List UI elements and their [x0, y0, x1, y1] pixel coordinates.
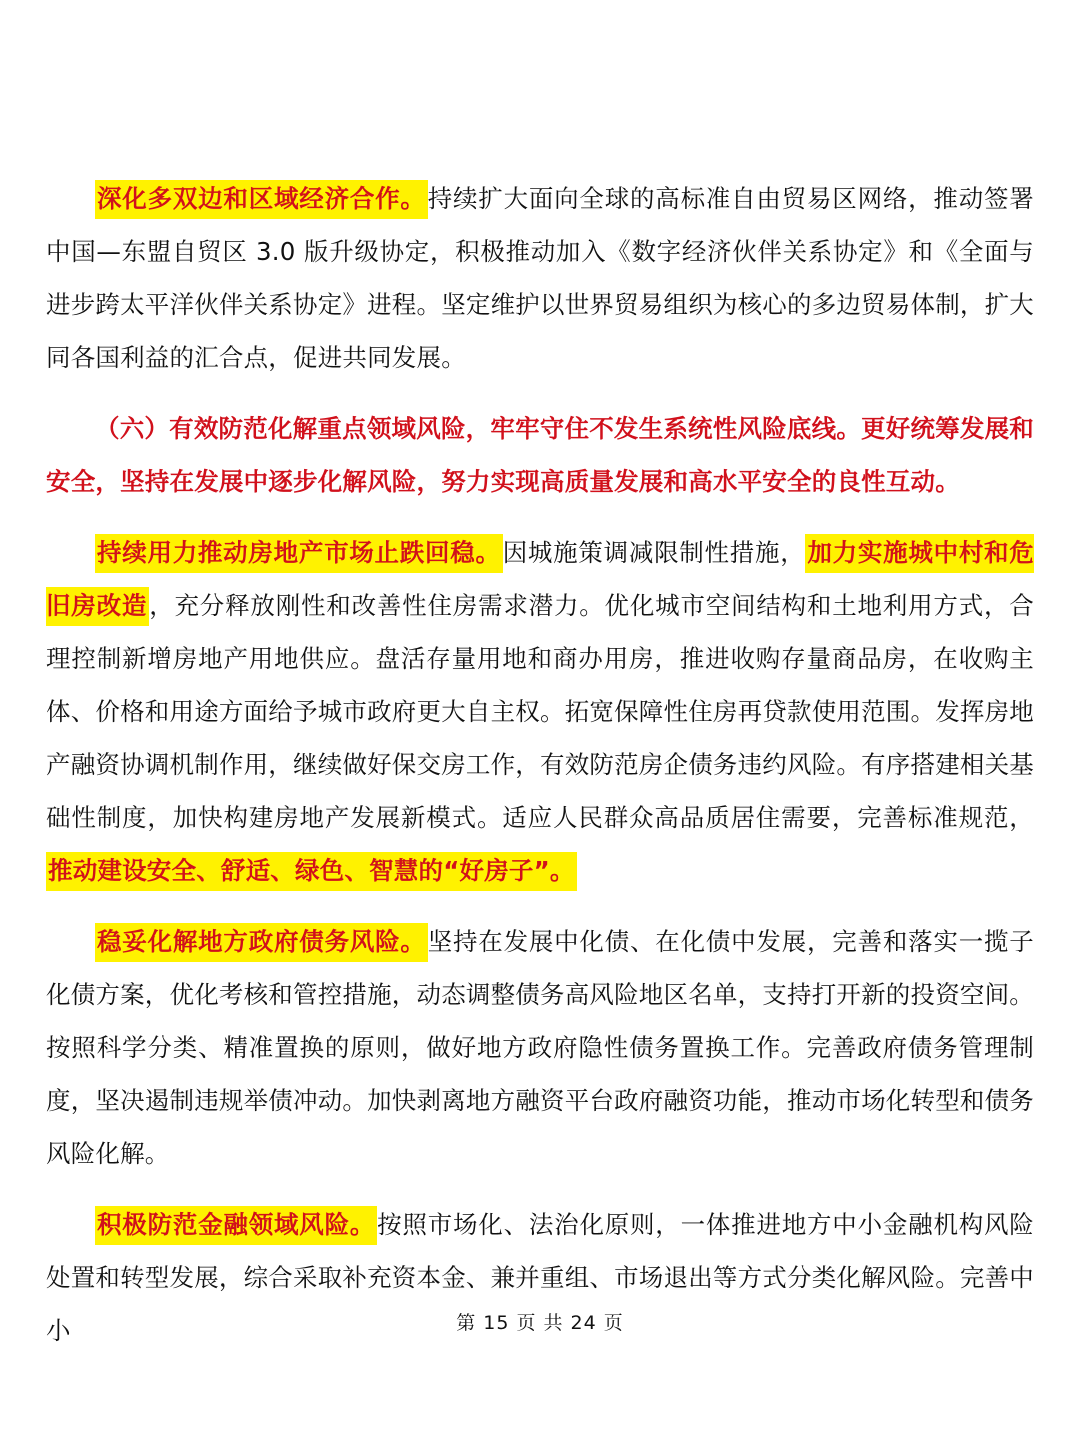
paragraph-text: 因城施策调减限制性措施，	[502, 538, 806, 567]
highlight-phrase: 加力实施城中村和危旧房改造	[46, 534, 1034, 626]
paragraph-local-debt	[46, 915, 1034, 1180]
paragraph-text: 持续扩大面向全球的高标准自由贸易区网络，推动签署中国—东盟自贸区 3.0 版升级协定，积极推动加入《数字经济伙伴关系协定》和《全面与进步跨太平洋伙伴关系协定》进程。坚定维护以世界贸易组织为核心的多边贸易体制，扩大同各国利益的汇合点，促进共同发展。	[46, 184, 1034, 372]
paragraph-text: 按照市场化、法治化原则，一体推进地方中小金融机构风险处置和转型发展，综合采取补充资本金、兼并重组、市场退出等方式分类化解风险。完善中小	[46, 1210, 1035, 1345]
section-heading-six	[46, 402, 1034, 508]
page-number-footer: 第 15 页 共 24 页	[456, 1312, 624, 1334]
paragraph-text: 坚持在发展中化债、在化债中发展，完善和落实一揽子化债方案，优化考核和管控措施，动态调整债务高风险地区名单，支持打开新的投资空间。按照科学分类、精准置换的原则，做好地方政府隐性债务置换工作。完善政府债务管理制度，坚决遏制违规举债冲动。加快剥离地方融资平台政府融资功能，推动市场化转型和债务风险化解。	[46, 927, 1034, 1168]
highlight-heading: 深化多双边和区域经济合作。	[95, 180, 428, 219]
highlight-heading: 持续用力推动房地产市场止跌回稳。	[95, 534, 503, 573]
paragraph-text: ，充分释放刚性和改善性住房需求潜力。优化城市空间结构和土地利用方式，合理控制新增房地产用地供应。盘活存量用地和商办用房，推进收购存量商品房，在收购主体、价格和用途方面给予城市政府更大自主权。拓宽保障性住房再贷款使用范围。发挥房地产融资协调机制作用，继续做好保交房工作，有效防范房企债务违约风险。有序搭建相关基础性制度，加快构建房地产发展新模式。适应人民群众高品质居住需要，完善标准规范，	[46, 591, 1034, 832]
highlight-phrase: 推动建设安全、舒适、绿色、智慧的“好房子”。	[46, 852, 577, 891]
paragraph-trade-cooperation	[46, 172, 1034, 384]
highlight-heading: 积极防范金融领域风险。	[95, 1206, 377, 1245]
document-page	[46, 172, 1034, 1375]
highlight-heading: 稳妥化解地方政府债务风险。	[95, 923, 428, 962]
paragraph-real-estate	[46, 526, 1034, 897]
section-heading-text: （六）有效防范化解重点领域风险，牢牢守住不发生系统性风险底线。更好统筹发展和安全，坚持在发展中逐步化解风险，努力实现高质量发展和高水平安全的良性互动。	[46, 414, 1034, 496]
